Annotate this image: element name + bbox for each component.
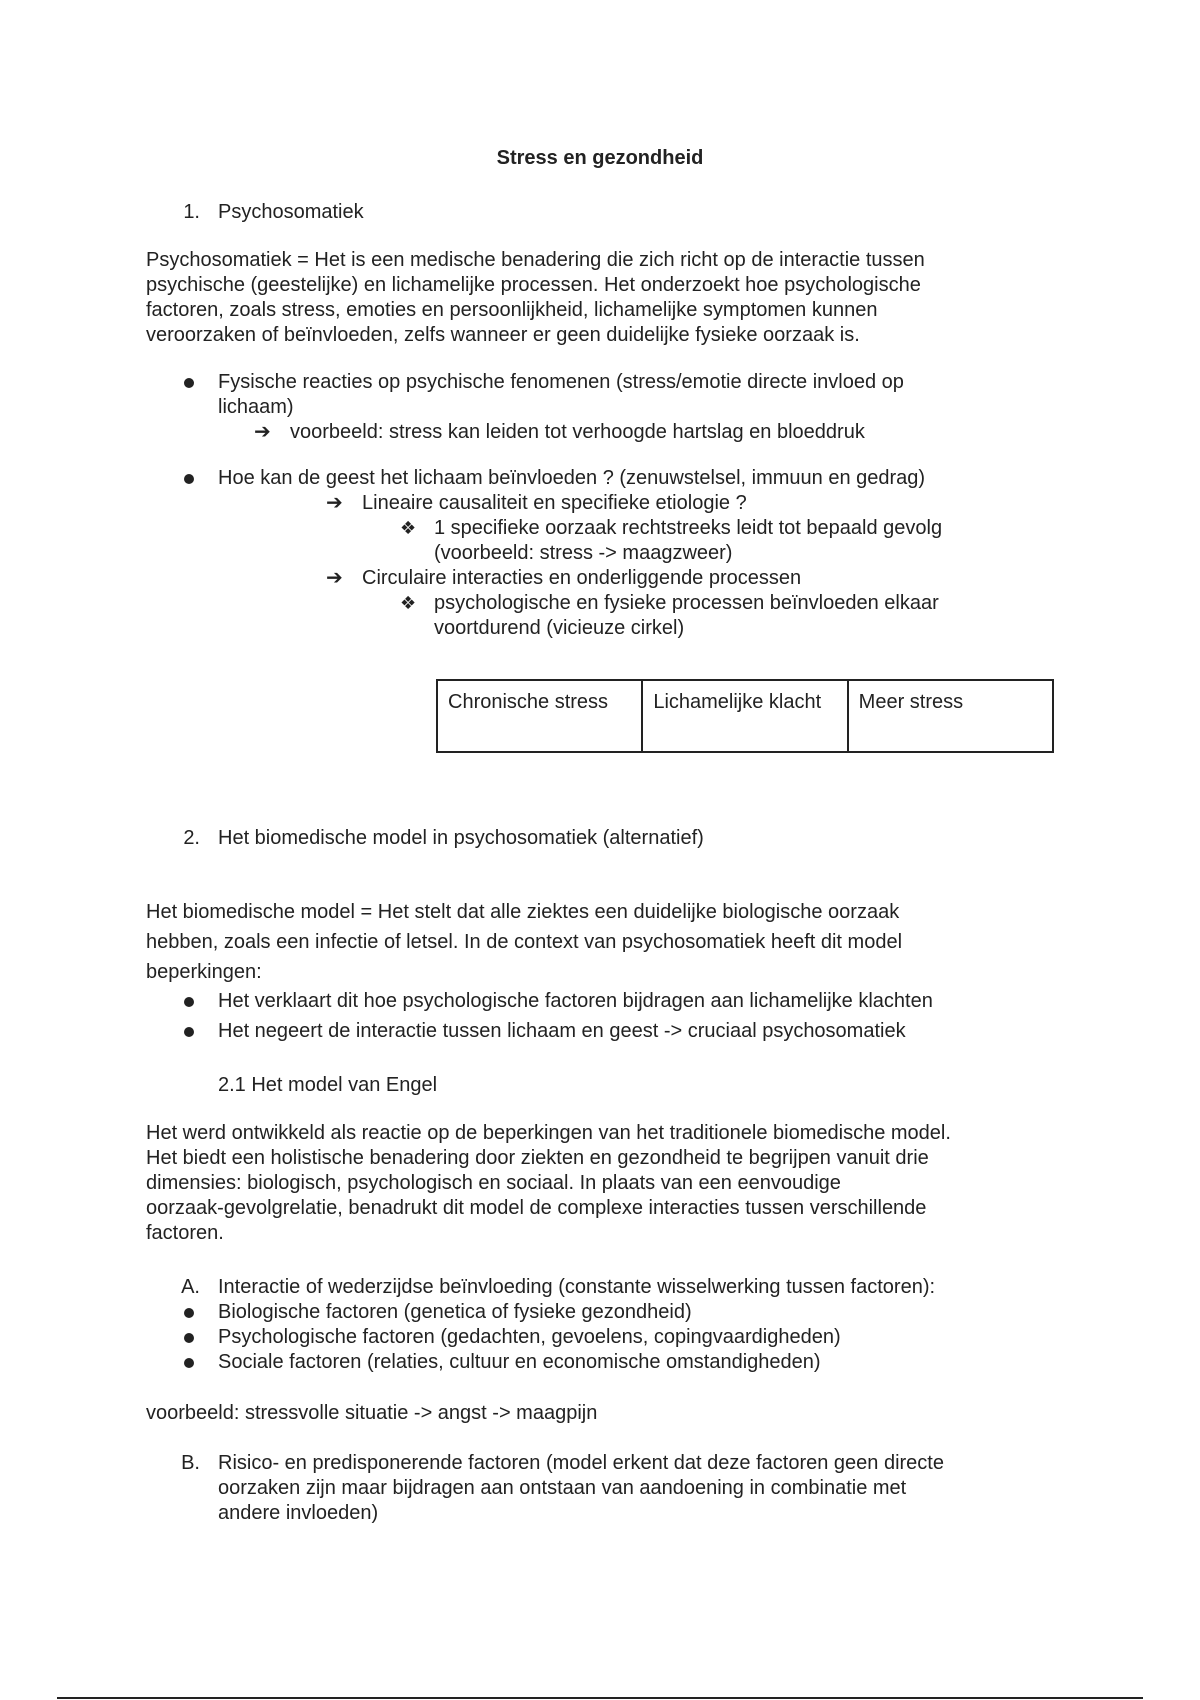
sub-bullet-text: (voorbeeld: stress -> maagzweer) xyxy=(434,542,733,564)
list-item-text: oorzaken zijn maar bijdragen aan ontstaan van aandoening in combinatie met xyxy=(218,1477,907,1499)
list-item-text: Interactie of wederzijdse beïnvloeding (constante wisselwerking tussen factoren): xyxy=(218,1276,936,1298)
bullet-text: Het verklaart dit hoe psychologische factoren bijdragen aan lichamelijke klachten xyxy=(218,990,933,1012)
list-item-text: Risico- en predisponerende factoren (model erkent dat deze factoren geen directe xyxy=(218,1452,944,1474)
factor-bullet-text: Sociale factoren (relaties, cultuur en economische omstandigheden) xyxy=(218,1351,821,1373)
section-heading: Het biomedische model in psychosomatiek (alternatief) xyxy=(218,827,704,849)
table-cell-more-stress: Meer stress xyxy=(848,680,1053,752)
bullet-dot xyxy=(184,1358,194,1368)
definition-line: veroorzaken of beïnvloeden, zelfs wanneer er geen duidelijke fysieke oorzaak is. xyxy=(146,324,860,346)
definition-line: hebben, zoals een infectie of letsel. In de context van psychosomatiek heeft dit model xyxy=(146,931,903,953)
bullet-text: Het negeert de interactie tussen lichaam en geest -> cruciaal psychosomatiek xyxy=(218,1020,906,1042)
sub-bullet-text: psychologische en fysieke processen beïnvloeden elkaar xyxy=(434,592,939,614)
sub-bullet-text: voortdurend (vicieuze cirkel) xyxy=(434,617,685,639)
arrow-text: Lineaire causaliteit en specifieke etiologie ? xyxy=(362,492,747,514)
definition-line: psychische (geestelijke) en lichamelijke processen. Het onderzoekt hoe psychologische xyxy=(146,274,921,296)
definition-line: factoren, zoals stress, emoties en persoonlijkheid, lichamelijke symptomen kunnen xyxy=(146,299,878,321)
section-number: 1. xyxy=(183,201,200,223)
factor-bullet-text: Psychologische factoren (gedachten, gevoelens, copingvaardigheden) xyxy=(218,1326,841,1348)
engel-line: dimensies: biologisch, psychologisch en sociaal. In plaats van een eenvoudige xyxy=(146,1172,841,1194)
table-cell-physical-complaint: Lichamelijke klacht xyxy=(642,680,847,752)
arrow-right-icon: ➔ xyxy=(254,421,271,443)
list-item-text: andere invloeden) xyxy=(218,1502,379,1524)
diamond-bullet-icon: ❖ xyxy=(400,593,417,613)
table-cell-chronic-stress: Chronische stress xyxy=(437,680,642,752)
bullet-dot xyxy=(184,997,194,1007)
bullet-text: Fysische reacties op psychische fenomenen (stress/emotie directe invloed op xyxy=(218,371,904,393)
engel-line: Het werd ontwikkeld als reactie op de beperkingen van het traditionele biomedische model. xyxy=(146,1122,951,1144)
example-text: voorbeeld: stressvolle situatie -> angst -> maagpijn xyxy=(146,1402,598,1424)
list-letter: B. xyxy=(181,1452,200,1474)
definition-line: Psychosomatiek = Het is een medische benadering die zich richt op de interactie tussen xyxy=(146,249,925,271)
arrow-right-icon: ➔ xyxy=(326,492,343,514)
bullet-dot xyxy=(184,378,194,388)
arrow-text: voorbeeld: stress kan leiden tot verhoogde hartslag en bloeddruk xyxy=(290,421,865,443)
section-number: 2. xyxy=(183,827,200,849)
cycle-table xyxy=(436,679,1054,753)
arrow-text: Circulaire interacties en onderliggende processen xyxy=(362,567,802,589)
definition-line: beperkingen: xyxy=(146,961,262,983)
bullet-dot xyxy=(184,1308,194,1318)
diamond-bullet-icon: ❖ xyxy=(400,518,417,538)
arrow-right-icon: ➔ xyxy=(326,567,343,589)
section-heading: Psychosomatiek xyxy=(218,201,364,223)
definition-line: Het biomedische model = Het stelt dat alle ziektes een duidelijke biologische oorzaak xyxy=(146,901,900,923)
bullet-dot xyxy=(184,1027,194,1037)
engel-line: Het biedt een holistische benadering door ziekten en gezondheid te begrijpen vanuit drie xyxy=(146,1147,929,1169)
footer-divider xyxy=(57,1697,1143,1699)
subsection-heading: 2.1 Het model van Engel xyxy=(218,1074,438,1096)
list-letter: A. xyxy=(181,1276,200,1298)
bullet-dot xyxy=(184,474,194,484)
page-title: Stress en gezondheid xyxy=(496,147,704,169)
bullet-text: Hoe kan de geest het lichaam beïnvloeden ? (zenuwstelsel, immuun en gedrag) xyxy=(218,467,926,489)
bullet-dot xyxy=(184,1333,194,1343)
engel-line: oorzaak-gevolgrelatie, benadrukt dit model de complexe interacties tussen verschillende xyxy=(146,1197,927,1219)
engel-line: factoren. xyxy=(146,1222,224,1244)
factor-bullet-text: Biologische factoren (genetica of fysieke gezondheid) xyxy=(218,1301,692,1323)
bullet-text: lichaam) xyxy=(218,396,294,418)
sub-bullet-text: 1 specifieke oorzaak rechtstreeks leidt tot bepaald gevolg xyxy=(434,517,943,539)
